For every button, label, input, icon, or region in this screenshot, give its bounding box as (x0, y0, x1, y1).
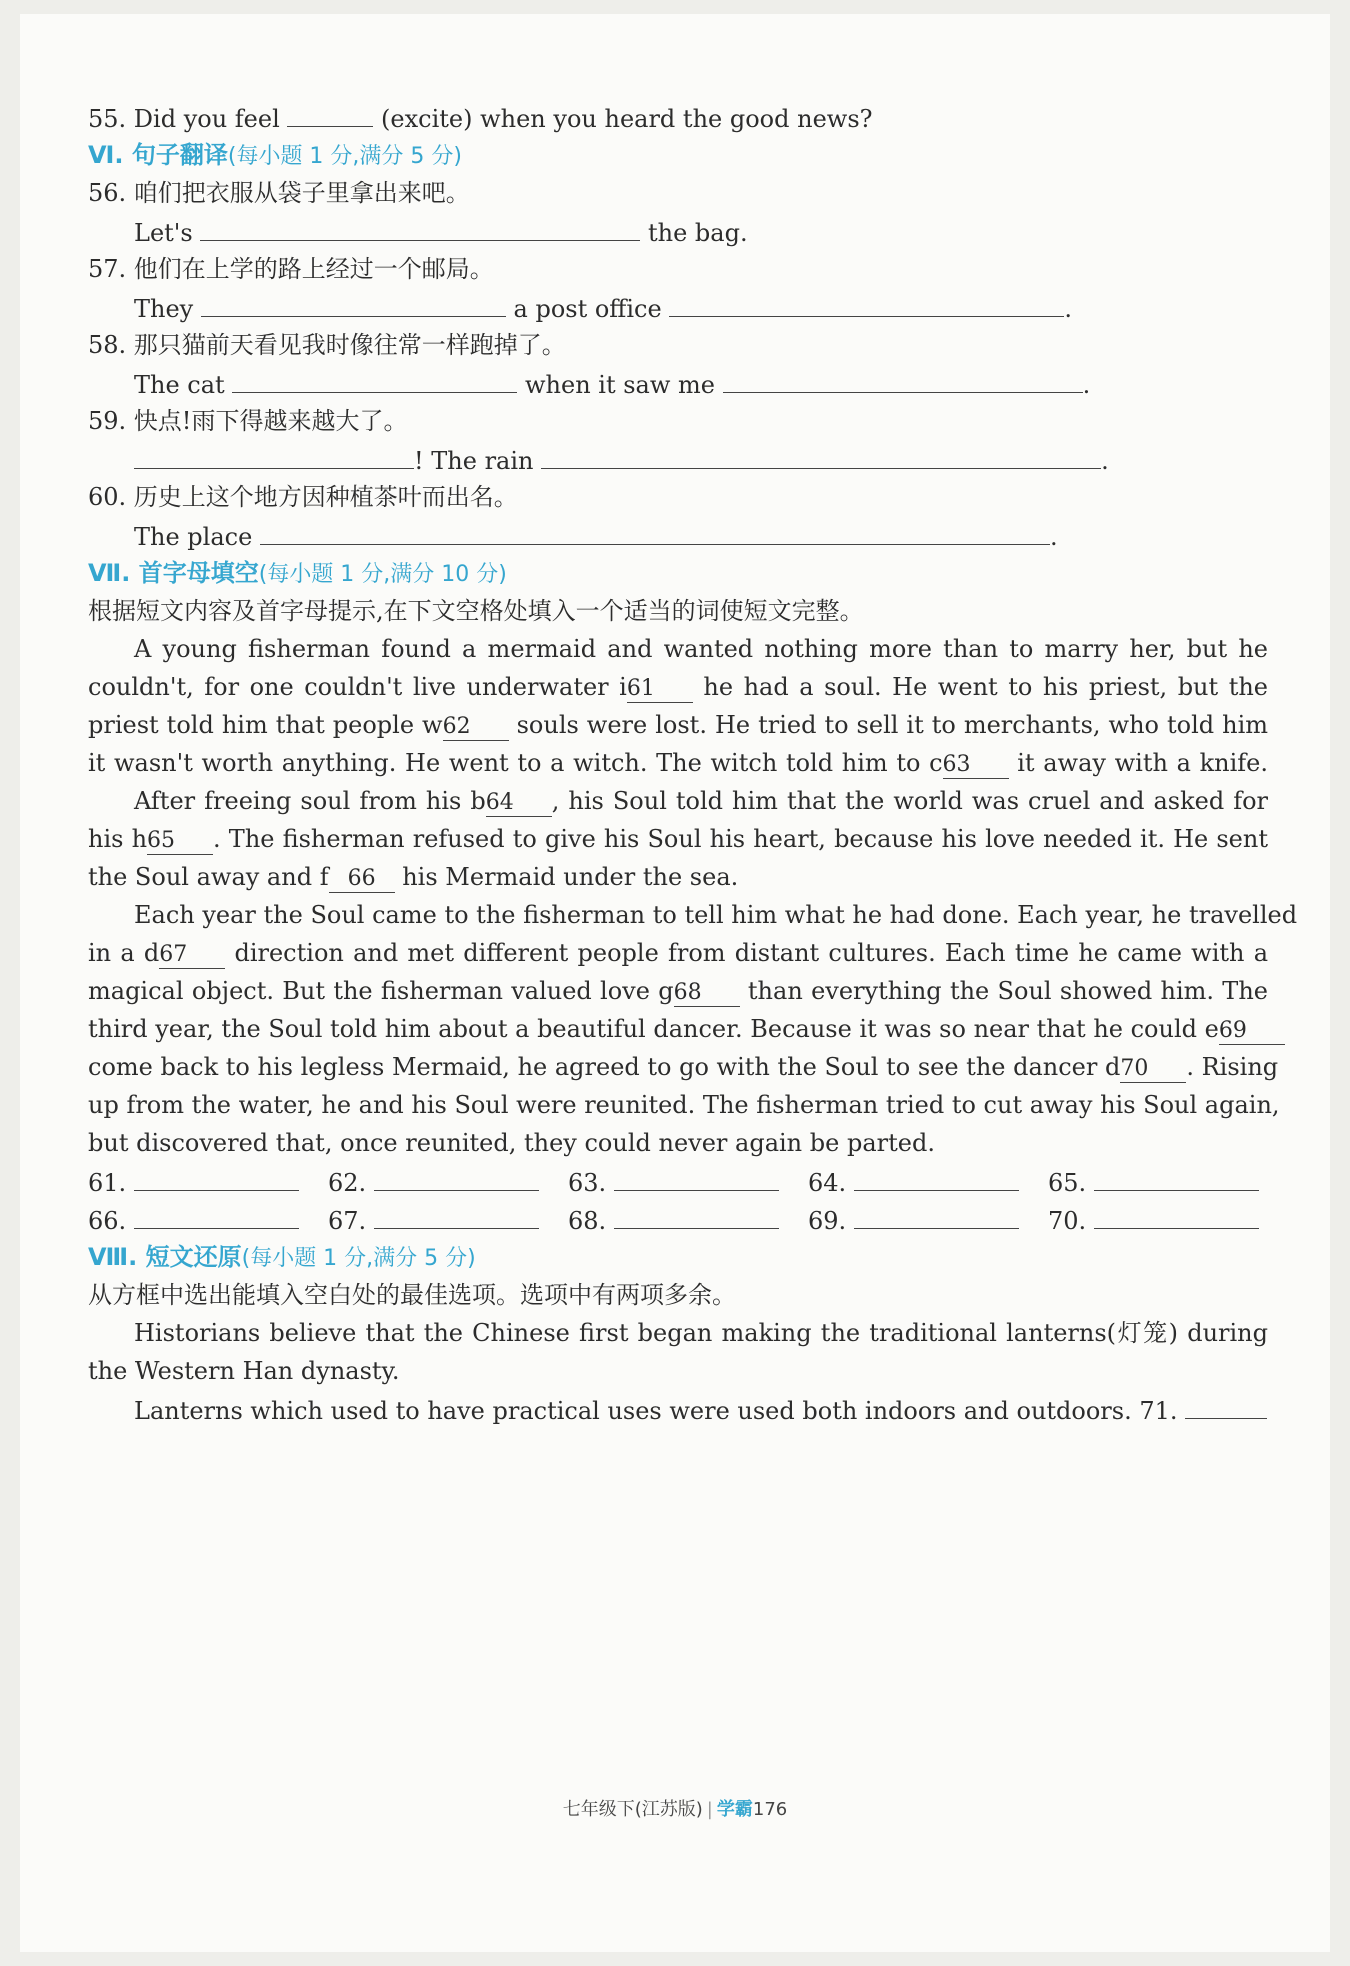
passage-line: After freeing soul from his b64 , his Soul told him that the world was cruel and asked for (134, 787, 1268, 815)
question-56-prompt: 56. 咱们把衣服从袋子里拿出来吧。 (88, 179, 470, 207)
section-8-instruction: 从方框中选出能填入空白处的最佳选项。选项中有两项多余。 (88, 1281, 736, 1309)
answer-blank[interactable] (134, 442, 414, 469)
answer-blank[interactable] (200, 214, 640, 241)
cloze-blank-68[interactable]: 68 (674, 980, 740, 1007)
section-heading-7: Ⅶ. 首字母填空(每小题 1 分,满分 10 分) (88, 559, 507, 587)
answer-blank[interactable] (287, 100, 373, 127)
answer-row: 66. 67. 68. 69. 70. (88, 1202, 1268, 1238)
section-7-instruction: 根据短文内容及首字母提示,在下文空格处填入一个适当的词使短文完整。 (88, 597, 864, 625)
answer-blank[interactable] (723, 366, 1083, 393)
passage-line: priest told him that people w62 souls were lost. He tried to sell it to merchants, who told him (88, 711, 1269, 739)
cloze-blank-61[interactable]: 61 (627, 676, 693, 703)
passage-line: A young fisherman found a mermaid and wanted nothing more than to marry her, but he (134, 635, 1268, 663)
answer-blank-65[interactable] (1094, 1164, 1259, 1191)
answer-blank-63[interactable] (614, 1164, 779, 1191)
cloze-blank-62[interactable]: 62 (443, 714, 509, 741)
answer-row: 61. 62. 63. 64. 65. (88, 1164, 1268, 1200)
answer-blank[interactable] (232, 366, 517, 393)
question-60-prompt: 60. 历史上这个地方因种植茶叶而出名。 (88, 483, 518, 511)
question-57-answer: They a post office . (134, 290, 1314, 326)
passage-line: up from the water, he and his Soul were reunited. The fisherman tried to cut away his Soul again, (88, 1091, 1280, 1119)
answer-blank[interactable] (201, 290, 506, 317)
brand-logo: 学霸 (716, 1799, 753, 1820)
cloze-blank-67[interactable]: 67 (159, 942, 225, 969)
passage-line: come back to his legless Mermaid, he agreed to go with the Soul to see the dancer d70 . Rising (88, 1053, 1279, 1081)
answer-blank-68[interactable] (614, 1202, 779, 1229)
page-footer: 七年级下(江苏版) | 学霸176 (562, 1799, 788, 1820)
cloze-blank-70[interactable]: 70 (1120, 1056, 1186, 1083)
answer-blank-67[interactable] (374, 1202, 539, 1229)
passage-line: magical object. But the fisherman valued love g68 than everything the Soul showed him. The (88, 977, 1268, 1005)
question-56-answer: Let's the bag. (134, 214, 1314, 250)
passage-line: it wasn't worth anything. He went to a witch. The witch told him to c63 it away with a knife. (88, 749, 1268, 777)
passage-line: Lanterns which used to have practical uses were used both indoors and outdoors. 71. (134, 1392, 1268, 1428)
cloze-blank-66[interactable]: 66 (329, 866, 395, 893)
passage-line: third year, the Soul told him about a beautiful dancer. Because it was so near that he could e69 (88, 1012, 1268, 1046)
passage-line: his h65 . The fisherman refused to give his Soul his heart, because his love needed it. He sent (88, 825, 1268, 853)
answer-blank[interactable] (669, 290, 1064, 317)
cloze-blank-65[interactable]: 65 (147, 828, 213, 855)
passage-line: in a d67 direction and met different people from distant cultures. Each time he came with a (88, 939, 1268, 967)
passage-line: but discovered that, once reunited, they could never again be parted. (88, 1129, 935, 1157)
question-57-prompt: 57. 他们在上学的路上经过一个邮局。 (88, 255, 494, 283)
answer-blank[interactable] (541, 442, 1101, 469)
question-55: 55. Did you feel (excite) when you heard the good news? (88, 100, 1268, 136)
cloze-blank-63[interactable]: 63 (943, 752, 1009, 779)
answer-blank-66[interactable] (134, 1202, 299, 1229)
passage-line: the Soul away and f 66 his Mermaid under the sea. (88, 863, 739, 891)
cloze-blank-64[interactable]: 64 (486, 790, 552, 817)
page-number: 176 (752, 1799, 788, 1820)
passage-line: Historians believe that the Chinese first began making the traditional lanterns(灯笼) during (134, 1319, 1268, 1347)
answer-blank-70[interactable] (1094, 1202, 1259, 1229)
answer-blank-71[interactable] (1185, 1392, 1267, 1419)
answer-blank-64[interactable] (854, 1164, 1019, 1191)
answer-blank-61[interactable] (134, 1164, 299, 1191)
answer-blank[interactable] (260, 518, 1050, 545)
passage-line: Each year the Soul came to the fisherman to tell him what he had done. Each year, he travelled (134, 901, 1298, 929)
section-heading-8: Ⅷ. 短文还原(每小题 1 分,满分 5 分) (88, 1243, 476, 1271)
passage-line: the Western Han dynasty. (88, 1357, 400, 1385)
question-58-answer: The cat when it saw me . (134, 366, 1314, 402)
question-59-prompt: 59. 快点!雨下得越来越大了。 (88, 407, 408, 435)
question-58-prompt: 58. 那只猫前天看见我时像往常一样跑掉了。 (88, 331, 566, 359)
question-59-answer: ! The rain . (134, 442, 1314, 478)
passage-line: couldn't, for one couldn't live underwater i61 he had a soul. He went to his priest, but the (88, 673, 1268, 701)
question-60-answer: The place . (134, 518, 1314, 554)
answer-blank-62[interactable] (374, 1164, 539, 1191)
cloze-blank-69[interactable]: 69 (1219, 1018, 1285, 1045)
answer-blank-69[interactable] (854, 1202, 1019, 1229)
section-heading-6: Ⅵ. 句子翻译(每小题 1 分,满分 5 分) (88, 141, 462, 169)
